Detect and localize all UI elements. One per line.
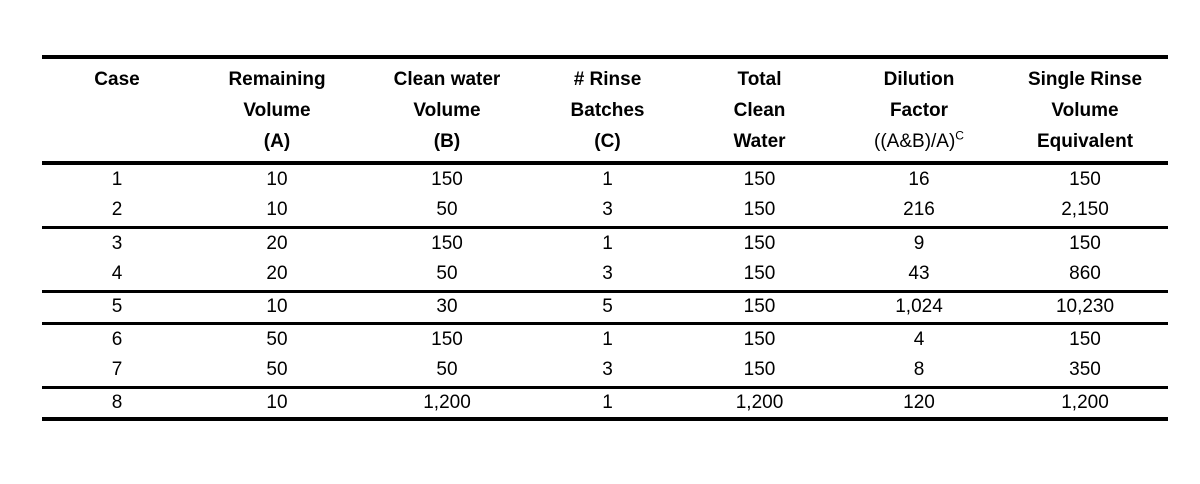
- table-cell: 7: [111, 359, 123, 381]
- table-cell: 20: [266, 263, 288, 285]
- table-cell: 50: [436, 359, 458, 381]
- table-cell: 50: [436, 263, 458, 285]
- formula-exponent: C: [955, 128, 964, 143]
- header-line: # Rinse: [573, 69, 642, 90]
- header-line: Dilution: [883, 69, 955, 90]
- table-cell: 150: [743, 296, 776, 317]
- table-row: [42, 227, 1168, 259]
- table-cell: 8: [913, 359, 925, 381]
- header-line: Equivalent: [1036, 131, 1134, 152]
- rinse-dilution-table: [42, 55, 1168, 421]
- table-cell: 5: [602, 296, 613, 317]
- table-cell: 1,200: [423, 391, 471, 413]
- row-group-2: [42, 227, 1168, 291]
- header-line: Case: [94, 69, 140, 90]
- table-cell: 150: [1069, 169, 1101, 190]
- col-header-single-rinse-equivalent: [1002, 57, 1168, 163]
- table-row: [42, 323, 1168, 355]
- table-cell: 43: [908, 263, 930, 285]
- header-line: Clean water: [393, 69, 501, 90]
- header-line: Total: [737, 69, 782, 90]
- table-cell: 3: [111, 232, 123, 254]
- header-line: (A): [263, 131, 291, 152]
- table-cell: 50: [436, 199, 458, 221]
- table-cell: 10: [266, 391, 288, 413]
- table-cell: 10: [266, 169, 288, 190]
- table-cell: 4: [111, 263, 123, 285]
- col-header-rinse-batches: [532, 57, 683, 163]
- table-cell: 350: [1069, 359, 1101, 381]
- table-cell: 1,024: [895, 296, 943, 317]
- table-cell: 150: [743, 169, 776, 190]
- table-cell: 150: [1069, 328, 1101, 350]
- table-cell: 6: [111, 328, 123, 350]
- header-line: [42, 126, 192, 157]
- header-line: Volume: [413, 100, 481, 121]
- table-cell: 150: [743, 232, 776, 254]
- header-line: [42, 95, 192, 126]
- table-cell: 150: [743, 263, 776, 285]
- table-cell: 150: [431, 328, 463, 350]
- col-header-clean-water-volume: [362, 57, 532, 163]
- col-header-case: [42, 57, 192, 163]
- header-line: Water: [733, 131, 786, 152]
- table-cell: 8: [111, 391, 123, 413]
- header-line: (B): [433, 131, 461, 152]
- table-cell: 860: [1069, 263, 1101, 285]
- table-cell: 10,230: [1055, 296, 1115, 317]
- table-cell: 1,200: [1061, 391, 1109, 413]
- table-cell: 30: [436, 296, 458, 317]
- table-cell: 16: [908, 169, 930, 190]
- table-cell: 20: [266, 232, 288, 254]
- table-cell: 216: [903, 199, 935, 221]
- col-header-dilution-factor: [836, 57, 1002, 163]
- table-cell: 3: [602, 199, 613, 221]
- table-cell: 150: [431, 169, 463, 190]
- row-group-3: [42, 291, 1168, 323]
- table-row: [42, 259, 1168, 291]
- table-cell: 1: [602, 232, 613, 254]
- table-cell: 10: [266, 296, 288, 317]
- table-cell: 2: [111, 199, 123, 221]
- table-cell: 4: [913, 328, 925, 350]
- table-cell: 150: [1069, 232, 1101, 254]
- table-cell: 2,150: [1061, 199, 1109, 221]
- table-cell: 1: [602, 169, 613, 190]
- table-cell: 3: [602, 263, 613, 285]
- row-group-5: [42, 387, 1168, 419]
- table-row: [42, 291, 1168, 323]
- table-cell: 150: [743, 359, 776, 381]
- table-cell: 9: [913, 232, 925, 254]
- header-line: Single Rinse: [1027, 69, 1143, 90]
- header-line: Volume: [1051, 100, 1119, 121]
- table-cell: 1: [602, 391, 613, 413]
- header-row: [42, 57, 1168, 163]
- table-cell: 50: [266, 328, 288, 350]
- table-cell: 1,200: [735, 391, 784, 413]
- table-cell: 150: [743, 199, 776, 221]
- table-cell: 150: [743, 328, 776, 350]
- table-row: [42, 163, 1168, 195]
- table-cell: 120: [903, 391, 935, 413]
- formula-base: ((A&B)/A): [874, 131, 956, 152]
- col-header-total-clean-water: [683, 57, 836, 163]
- table-cell: 50: [266, 359, 288, 381]
- table-cell: 3: [602, 359, 613, 381]
- table-cell: 1: [602, 328, 613, 350]
- table-cell: 150: [431, 232, 463, 254]
- table-cell: 5: [111, 296, 123, 317]
- row-group-1: [42, 163, 1168, 227]
- header-line: Remaining: [228, 69, 326, 90]
- dilution-formula: [836, 126, 1002, 157]
- table-cell: 1: [111, 169, 123, 190]
- table-header: [42, 57, 1168, 163]
- table-row: [42, 387, 1168, 419]
- row-group-4: [42, 323, 1168, 387]
- header-line: Clean: [733, 100, 786, 121]
- header-line: Factor: [889, 100, 949, 121]
- col-header-remaining-volume: [192, 57, 362, 163]
- table-cell: 10: [266, 199, 288, 221]
- header-line: (C): [594, 131, 621, 152]
- header-line: Batches: [570, 100, 645, 121]
- table-row: [42, 355, 1168, 387]
- table-row: [42, 195, 1168, 227]
- header-line: Volume: [243, 100, 311, 121]
